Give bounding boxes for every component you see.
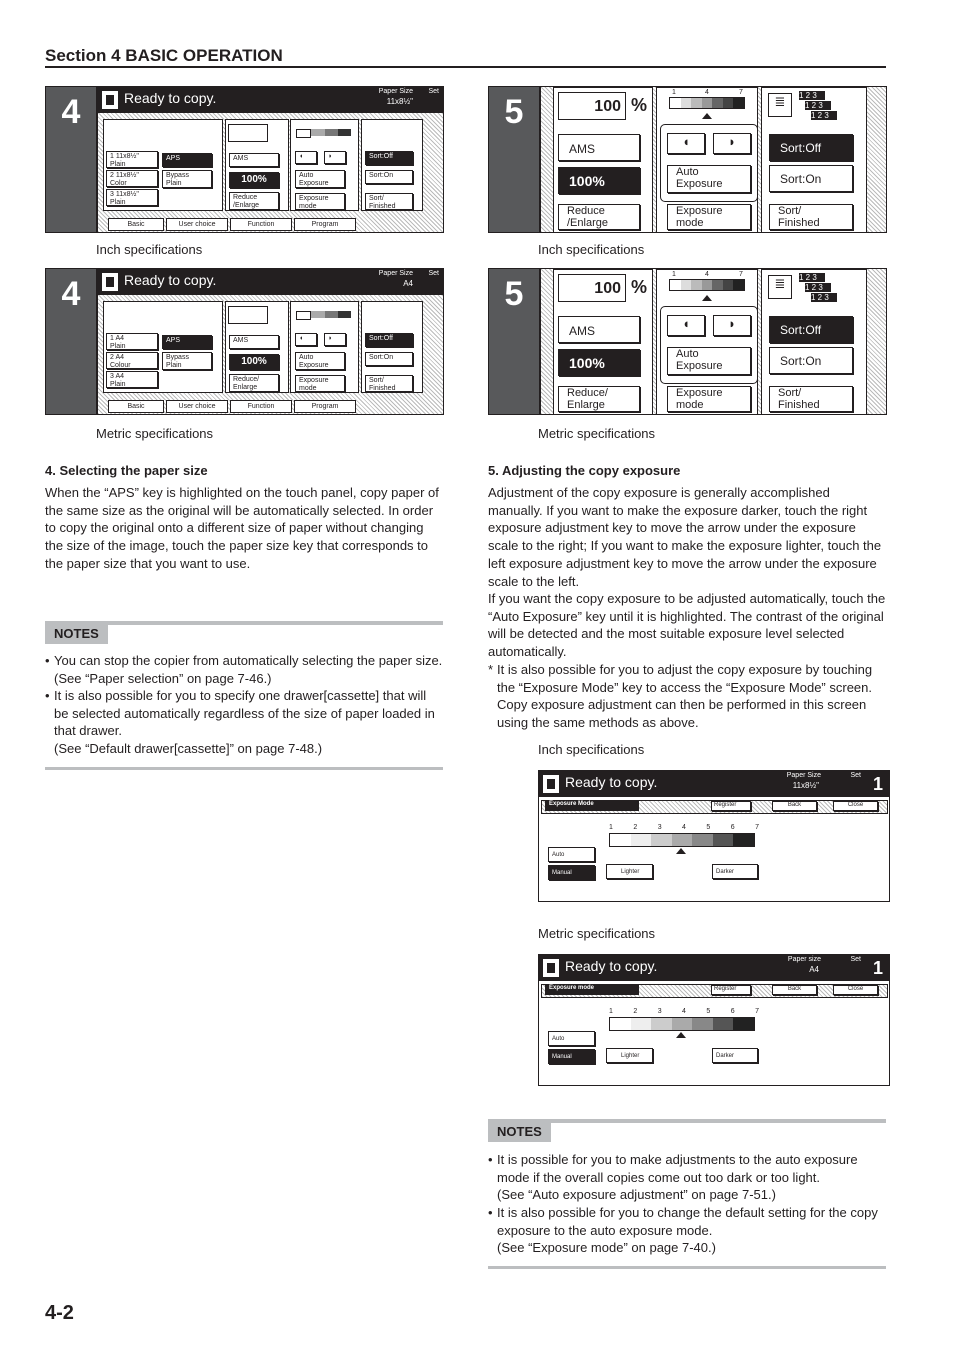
- paper-size-value: A4: [809, 965, 819, 974]
- document-icon: [102, 273, 118, 291]
- scale-label-1: 1: [672, 271, 676, 278]
- figure-step5-metric: [488, 268, 887, 415]
- zoom-display: 100: [558, 274, 626, 302]
- page-number: 4-2: [45, 1302, 74, 1324]
- figure-step5-inch: [488, 86, 887, 233]
- exposure-pointer: [702, 295, 712, 301]
- tab-bar: [100, 400, 441, 412]
- tab-user-choice[interactable]: User choice: [166, 218, 228, 231]
- reduce-enlarge-button[interactable]: Reduce /Enlarge: [229, 192, 279, 210]
- note-item: • It is possible for you to make adjustments to the auto exposure mode if the overall copies come out too dark or too light. (See “Auto exposure adjustment” on page 7-51.): [488, 1152, 858, 1203]
- sort-sets-icon: 1 2 3 1 2 3 1 2 3: [799, 273, 859, 303]
- star-note: * It is also possible for you to adjust the copy exposure by touching the “Exposure Mode” key to access the “Exposure Mode” screen. Copy exposure adjustment can then be performed in this screen using the same methods as above.: [488, 662, 873, 731]
- exposure-scale: [669, 279, 745, 291]
- exposure-mode-button[interactable]: Exposure mode: [295, 375, 345, 392]
- sort-off-button[interactable]: Sort:Off: [365, 333, 413, 347]
- sort-finished-button[interactable]: Sort/ Finished: [365, 375, 413, 392]
- exposure-scale: [609, 833, 755, 847]
- sort-finished-button[interactable]: Sort/ Finished: [769, 386, 853, 412]
- sort-on-button[interactable]: Sort:On: [365, 170, 413, 184]
- sort-sets-icon: 1 2 3 1 2 3 1 2 3: [799, 91, 859, 121]
- copy-count: 1: [872, 774, 883, 794]
- darker-button[interactable]: ◗: [324, 151, 346, 164]
- aps-button[interactable]: APS: [162, 153, 212, 167]
- ams-button[interactable]: AMS: [558, 316, 640, 343]
- exposure-mode-button[interactable]: Exposure mode: [667, 204, 751, 230]
- back-button[interactable]: Back: [772, 801, 817, 811]
- lighter-button[interactable]: ◖: [667, 315, 705, 336]
- status-bar: [98, 269, 443, 295]
- paragraph: Adjustment of the copy exposure is generally accomplished manually. If you want to make the exposure darker, touch the right exposure adjustment key to move the arrow under the exposure scale to the right; If you want to make the exposure lighter, touch the left exposure adjustment key to move the arrow under the exposure scale to the left.: [488, 485, 882, 589]
- document-icon: [543, 775, 559, 793]
- set-label: Set: [850, 956, 861, 963]
- status-title: Ready to copy.: [124, 90, 217, 106]
- status-title: Ready to copy.: [124, 272, 217, 288]
- header-rule: [45, 66, 886, 68]
- zoom-display: [228, 306, 268, 324]
- document-icon: [543, 959, 559, 977]
- touch-panel: [539, 269, 886, 414]
- tab-basic[interactable]: Basic: [108, 400, 164, 413]
- ams-button[interactable]: AMS: [229, 153, 279, 167]
- mode-title: Exposure mode: [545, 985, 639, 995]
- tab-function[interactable]: Function: [230, 400, 292, 413]
- figure-step4-inch: [45, 86, 444, 233]
- notes-rule-bottom: [488, 1266, 886, 1269]
- scale-label-7: 7: [739, 271, 743, 278]
- auto-exposure-button[interactable]: Auto Exposure: [295, 352, 345, 370]
- manual-button[interactable]: Manual: [548, 1049, 595, 1064]
- figure-caption: Metric specifications: [96, 426, 214, 441]
- section-heading: 5. Adjusting the copy exposure: [488, 463, 681, 478]
- reduce-enlarge-button[interactable]: Reduce/ Enlarge: [558, 386, 640, 412]
- figure-caption: Metric specifications: [538, 426, 656, 441]
- sort-off-button[interactable]: Sort:Off: [769, 316, 853, 343]
- exposure-pointer: [676, 1032, 686, 1038]
- scale-numbers: 1 2 3 4 5 6 7: [609, 824, 759, 831]
- tray-3-button[interactable]: 3 11x8½" Plain: [106, 189, 158, 206]
- zoom-100-button[interactable]: 100%: [558, 349, 640, 376]
- lighter-button[interactable]: ◖: [295, 151, 317, 164]
- exposure-pointer: [702, 113, 712, 119]
- exposure-scale: [296, 129, 351, 136]
- paper-size-label: Paper Size: [786, 772, 821, 779]
- zoom-display: 100: [558, 92, 626, 120]
- step-number: 4: [46, 87, 96, 232]
- lighter-button[interactable]: Lighter: [606, 864, 653, 879]
- tab-program[interactable]: Program: [294, 400, 356, 413]
- zoom-100-button[interactable]: 100%: [558, 167, 640, 194]
- step-number: 5: [489, 87, 539, 232]
- sort-finished-button[interactable]: Sort/ Finished: [769, 204, 853, 230]
- darker-button[interactable]: Darker: [712, 864, 758, 879]
- set-label: Set: [428, 88, 439, 95]
- reduce-enlarge-button[interactable]: Reduce/ Enlarge: [229, 374, 279, 392]
- tray-1-button[interactable]: 1 A4 Plain: [106, 333, 158, 350]
- mode-title: Exposure Mode: [545, 801, 639, 811]
- percent-icon: %: [631, 95, 648, 115]
- sort-icon: ≣: [768, 93, 792, 117]
- notes-label: NOTES: [488, 1121, 551, 1142]
- auto-button[interactable]: Auto: [548, 1031, 595, 1046]
- sort-on-button[interactable]: Sort:On: [769, 347, 853, 374]
- reduce-enlarge-button[interactable]: Reduce /Enlarge: [558, 204, 640, 230]
- figure-step4-metric: [45, 268, 444, 415]
- tray-2-button[interactable]: 2 11x8½" Color: [106, 170, 158, 187]
- note-item: • You can stop the copier from automatically selecting the paper size. (See “Paper selection” on page 7-46.): [45, 653, 443, 686]
- note-item: • It is also possible for you to specify one drawer[cassette] that will be selected automatically regardless of the size of paper loaded in that drawer. (See “Default drawer[cassette]” on page 7-48.): [45, 688, 435, 757]
- tab-basic[interactable]: Basic: [108, 218, 164, 231]
- section-header: Section 4 BASIC OPERATION: [45, 46, 283, 65]
- tray-3-button[interactable]: 3 A4 Plain: [106, 371, 158, 388]
- darker-button[interactable]: ◗: [324, 333, 346, 346]
- paragraph: When the “APS” key is highlighted on the touch panel, copy paper of the same size as the original will be automatically selected. In order to copy the original onto a different size of paper without changing the size of the image, touch the paper size key that corresponds to the paper size that you want to use.: [45, 485, 439, 571]
- paper-size-value: 11x8½": [792, 781, 819, 790]
- darker-button[interactable]: ◗: [713, 315, 751, 336]
- status-bar: [98, 87, 443, 113]
- tray-1-button[interactable]: 1 11x8½" Plain: [106, 151, 158, 168]
- close-button[interactable]: Close: [833, 801, 878, 811]
- figure-caption: Inch specifications: [96, 242, 203, 257]
- document-icon: [102, 91, 118, 109]
- figure-caption: Inch specifications: [538, 242, 645, 257]
- set-label: Set: [850, 772, 861, 779]
- lighter-button[interactable]: ◖: [667, 133, 705, 154]
- section-heading: 4. Selecting the paper size: [45, 463, 208, 478]
- lighter-button[interactable]: ◖: [295, 333, 317, 346]
- darker-button[interactable]: ◗: [713, 133, 751, 154]
- set-label: Set: [428, 270, 439, 277]
- close-button[interactable]: Close: [833, 985, 878, 995]
- paper-size-label: Paper Size: [378, 270, 413, 277]
- paper-size-label: Paper size: [787, 956, 821, 963]
- tab-user-choice[interactable]: User choice: [166, 400, 228, 413]
- figure-caption: Metric specifications: [538, 926, 656, 941]
- sort-icon: ≣: [768, 275, 792, 299]
- tab-function[interactable]: Function: [230, 218, 292, 231]
- status-title: Ready to copy.: [565, 958, 658, 974]
- paper-size-label: Paper Size: [378, 88, 413, 95]
- lighter-button[interactable]: Lighter: [606, 1048, 653, 1063]
- exposure-pointer: [676, 848, 686, 854]
- back-button[interactable]: Back: [772, 985, 817, 995]
- paragraph: If you want the copy exposure to be adjusted automatically, touch the “Auto Exposure” key until it is highlighted. The contrast of the original will be detected and the most suitable exposure level selected automatically.: [488, 591, 886, 660]
- status-title: Ready to copy.: [565, 774, 658, 790]
- step-number: 4: [46, 269, 96, 414]
- auto-exposure-button[interactable]: Auto Exposure: [667, 165, 751, 193]
- exposure-scale: [669, 97, 745, 109]
- exposure-scale: [296, 311, 351, 318]
- exposure-mode-screen-inch: [538, 770, 890, 902]
- paper-size-value: A4: [403, 279, 413, 288]
- tab-bar: [100, 218, 441, 230]
- tray-2-button[interactable]: 2 A4 Colour: [106, 352, 158, 369]
- touch-panel: [96, 269, 443, 414]
- aps-button[interactable]: APS: [162, 335, 212, 349]
- auto-exposure-button[interactable]: Auto Exposure: [667, 347, 751, 375]
- notes-rule-bottom: [45, 767, 443, 770]
- manual-button[interactable]: Manual: [548, 865, 595, 880]
- scale-label-4: 4: [705, 271, 709, 278]
- figure-caption: Inch specifications: [538, 742, 645, 757]
- copy-count: 1: [872, 958, 883, 978]
- step-number: 5: [489, 269, 539, 414]
- notes-label: NOTES: [45, 623, 108, 644]
- darker-button[interactable]: Darker: [712, 1048, 758, 1063]
- sort-on-button[interactable]: Sort:On: [365, 352, 413, 366]
- exposure-mode-button[interactable]: Exposure mode: [667, 386, 751, 412]
- sort-finished-button[interactable]: Sort/ Finished: [365, 193, 413, 210]
- sort-on-button[interactable]: Sort:On: [769, 165, 853, 192]
- paper-size-value: 11x8½": [386, 97, 413, 106]
- exposure-mode-screen-metric: [538, 954, 890, 1086]
- touch-panel: [96, 87, 443, 232]
- status-bar: [539, 771, 889, 797]
- ams-button[interactable]: AMS: [229, 335, 279, 349]
- register-button[interactable]: Register: [711, 985, 751, 995]
- scale-label-4: 4: [705, 89, 709, 96]
- bypass-button[interactable]: Bypass Plain: [162, 352, 212, 370]
- ams-button[interactable]: AMS: [558, 134, 640, 161]
- zoom-100-button[interactable]: 100%: [229, 172, 279, 188]
- sort-off-button[interactable]: Sort:Off: [769, 134, 853, 161]
- percent-icon: %: [631, 277, 648, 297]
- exposure-scale: [609, 1017, 755, 1031]
- zoom-100-button[interactable]: 100%: [229, 354, 279, 370]
- touch-panel: [539, 87, 886, 232]
- auto-exposure-button[interactable]: Auto Exposure: [295, 170, 345, 188]
- note-item: • It is also possible for you to change the default setting for the copy exposure to the auto exposure mode. (See “Exposure mode” on page 7-40.): [488, 1205, 878, 1256]
- tab-program[interactable]: Program: [294, 218, 356, 231]
- scale-label-7: 7: [739, 89, 743, 96]
- scale-numbers: 1 2 3 4 5 6 7: [609, 1008, 759, 1015]
- register-button[interactable]: Register: [711, 801, 751, 811]
- scale-label-1: 1: [672, 89, 676, 96]
- exposure-mode-button[interactable]: Exposure mode: [295, 193, 345, 210]
- bypass-button[interactable]: Bypass Plain: [162, 170, 212, 188]
- zoom-display: [228, 124, 268, 142]
- status-bar: [539, 955, 889, 981]
- sort-off-button[interactable]: Sort:Off: [365, 151, 413, 165]
- auto-button[interactable]: Auto: [548, 847, 595, 862]
